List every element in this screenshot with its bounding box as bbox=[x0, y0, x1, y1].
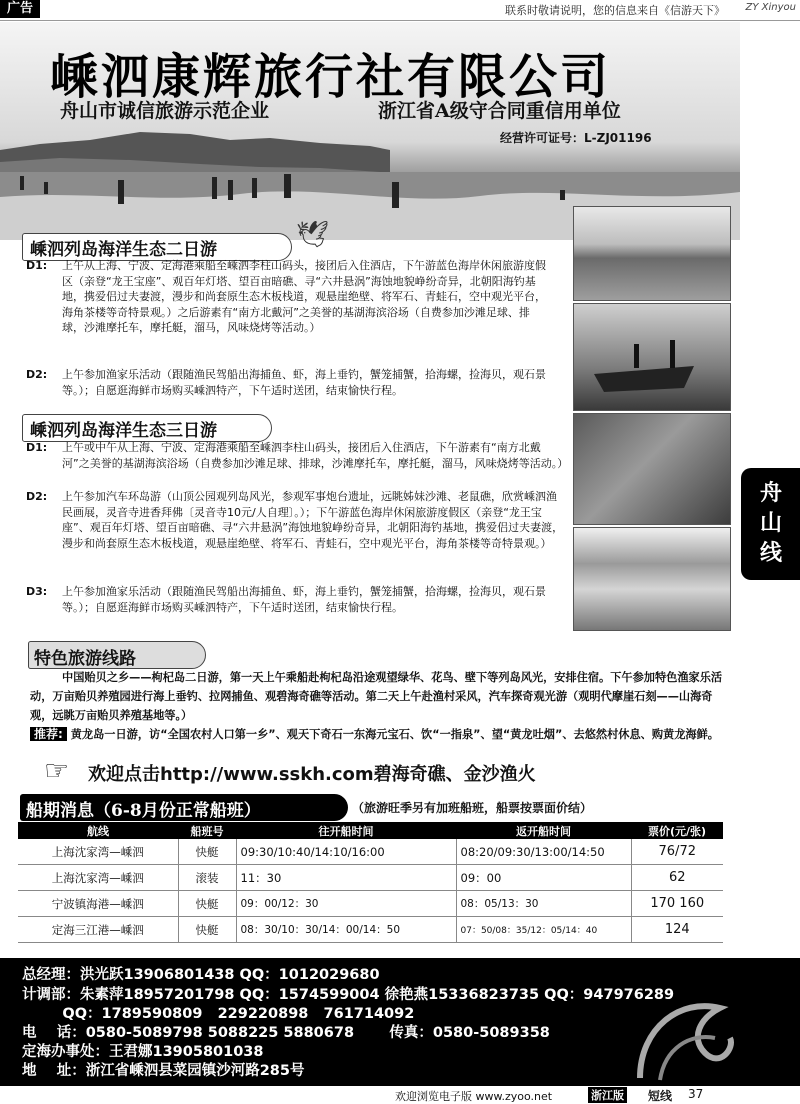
boat-type: 快艇 bbox=[178, 917, 236, 943]
feature-body bbox=[30, 668, 730, 725]
col-price: 票价(元/张) bbox=[631, 822, 723, 839]
day-label: D1: bbox=[26, 441, 48, 454]
contact-address: 地 址：浙江省嵊泗县菜园镇沙河路285号 bbox=[22, 1063, 305, 1079]
day-label: D2: bbox=[26, 368, 48, 381]
ferry-title: 船期消息（6-8月份正常船班） bbox=[26, 801, 261, 821]
recommend-tag: 推荐: bbox=[30, 727, 67, 741]
feature-title: 特色旅游线路 bbox=[34, 649, 136, 669]
recommend-line bbox=[30, 725, 730, 744]
contact-manager: 总经理：洪光跃13906801438 QQ：1012029680 bbox=[22, 967, 380, 983]
day-text: 上午参加汽车环岛游（山顶公园观列岛风光，参观军事炮台遗址，远眺姊妹沙滩、老鼠礁，欣赏嵊泗渔民画展，灵音寺进香拜佛〔灵音寺10元/人自理〕。）；下午游蓝色海岸休闲旅游度假区（亲登“龙王宝座”、观百年灯塔、望百亩暗礁、寻“六井悬涡”海蚀地貌峥纷奇异，北朝阳海钓基地，携爱侣过夫妻渡，漫步和尚套原生态木板栈道，观悬崖绝壁、将军石、青蛙石，空中观光平台，海角茶楼等奇特景观。） bbox=[62, 490, 564, 550]
day-label: D3: bbox=[26, 585, 48, 598]
price: 62 bbox=[631, 865, 723, 891]
price: 76/72 bbox=[631, 839, 723, 865]
day-label: D2: bbox=[26, 490, 48, 503]
contact-office: 定海办事处：王君娜13905801038 bbox=[22, 1044, 264, 1060]
col-outbound: 往开船时间 bbox=[236, 822, 456, 839]
return-times: 09：00 bbox=[456, 865, 631, 891]
return-times: 08：05/13：30 bbox=[456, 891, 631, 917]
slogan-right: 浙江省A级守合同重信用单位 bbox=[378, 100, 621, 122]
outbound-times: 11：30 bbox=[236, 865, 456, 891]
ferry-table bbox=[18, 822, 723, 943]
page-number: 37 bbox=[688, 1087, 704, 1101]
return-times: 08:20/09:30/13:00/14:50 bbox=[456, 839, 631, 865]
footer-province: 浙江版 bbox=[588, 1087, 627, 1103]
table-row bbox=[18, 891, 723, 917]
tour3-day1 bbox=[26, 440, 569, 488]
tour3-title: 嵊泗列岛海洋生态三日游 bbox=[30, 421, 217, 441]
photo-coast bbox=[573, 206, 731, 301]
boat-type: 快艇 bbox=[178, 891, 236, 917]
company-title: 嵊泗康辉旅行社有限公司 bbox=[50, 49, 612, 105]
source-note: 联系时敬请说明，您的信息来自《信游天下》 bbox=[505, 4, 725, 17]
table-header-row bbox=[18, 822, 723, 839]
ferry-note: （旅游旺季另有加班船班，船票按票面价结） bbox=[352, 801, 593, 815]
license-number: 经营许可证号：L-ZJ01196 bbox=[500, 131, 652, 145]
tour2-title: 嵊泗列岛海洋生态二日游 bbox=[30, 240, 217, 260]
day-text: 上午参加渔家乐活动（跟随渔民驾船出海捕鱼、虾，海上垂钓，蟹笼捕蟹，拾海螺，捡海贝，观石景等。）；自愿逛海鲜市场购买嵊泗特产，下午适时送团，结束愉快行程。 bbox=[62, 368, 546, 397]
outbound-times: 09:30/10:40/14:10/16:00 bbox=[236, 839, 456, 865]
route: 定海三江港—嵊泗 bbox=[18, 917, 178, 943]
side-tab-label: 舟山线 bbox=[759, 480, 782, 566]
route: 上海沈家湾—嵊泗 bbox=[18, 865, 178, 891]
col-return: 返开船时间 bbox=[456, 822, 631, 839]
outbound-times: 09：00/12：30 bbox=[236, 891, 456, 917]
feature-text: 中国贻贝之乡——枸杞岛二日游，第一天上午乘船赴枸杞岛沿途观望绿华、花鸟、壁下等列岛风光，安排住宿。下午参加特色渔家乐活动，万亩贻贝养殖园进行海上垂钓、拉网捕鱼、观碧海奇礁等活动。第二天上午赴渔村采风，汽车探奇观光游（观明代摩崖石刻——山海奇观，远眺万亩贻贝养殖基地等。） bbox=[30, 671, 723, 722]
contact-dispatch: 计调部：朱素萍18957201798 QQ：1574599004 徐艳燕15336823735 QQ：947976289 bbox=[22, 987, 675, 1003]
publication-logo: ZY Xinyou bbox=[745, 2, 796, 13]
day-text: 上午从上海、宁波、定海港乘船至嵊泗李柱山码头，接团后入住酒店，下午游蓝色海岸休闲旅游度假区（亲登“龙王宝座”、观百年灯塔、望百亩暗礁、寻“六井悬涡”海蚀地貌峥纷奇异，北朝阳海钓基地，携爱侣过夫妻渡，漫步和尚套原生态木板栈道，观悬崖绝壁、将军石、青蛙石，空中观光平台，海角茶楼等奇特景观。）之后游素有“南方北戴河”之美誉的基湖海滨浴场（自费参加沙滩足球、排球，沙滩摩托车，摩托艇，溜马，风味烧烤等活动。） bbox=[62, 259, 546, 334]
table-row bbox=[18, 839, 723, 865]
slogan-left: 舟山市诚信旅游示范企业 bbox=[60, 100, 270, 122]
table-row bbox=[18, 917, 723, 943]
price: 124 bbox=[631, 917, 723, 943]
photo-fishing-boat bbox=[573, 303, 731, 411]
price: 170 160 bbox=[631, 891, 723, 917]
col-boat: 船班号 bbox=[178, 822, 236, 839]
boat-type: 快艇 bbox=[178, 839, 236, 865]
outbound-times: 08：30/10：30/14：00/14：50 bbox=[236, 917, 456, 943]
col-route: 航线 bbox=[18, 822, 178, 839]
website-link[interactable]: 欢迎点击http://www.sskh.com碧海奇礁、金沙渔火 bbox=[88, 764, 536, 785]
contact-qq: QQ：1789590809 229220898 761714092 bbox=[22, 1006, 415, 1022]
photo-bay-view bbox=[573, 527, 731, 631]
day-text: 上午或中午从上海、宁波、定海港乘船至嵊泗李柱山码头，接团后入住酒店，下午游素有“南方北戴河”之美誉的基湖海滨浴场（自费参加沙滩足球、排球，沙滩摩托车，摩托艇，溜马，风味烧烤等活动。） bbox=[62, 441, 569, 470]
footer-site[interactable]: 欢迎浏览电子版 www.zyoo.net bbox=[395, 1090, 553, 1103]
tour3-day3 bbox=[26, 584, 566, 632]
table-row bbox=[18, 865, 723, 891]
pointing-hand-icon: ☞ bbox=[44, 754, 70, 787]
return-times: 07：50/08：35/12：05/14：40 bbox=[456, 917, 631, 943]
tour2-day2 bbox=[26, 367, 546, 415]
boat-type: 滚装 bbox=[178, 865, 236, 891]
tour2-day1 bbox=[26, 258, 546, 368]
route: 上海沈家湾—嵊泗 bbox=[18, 839, 178, 865]
route: 宁波镇海港—嵊泗 bbox=[18, 891, 178, 917]
dove-icon: 🕊 bbox=[296, 220, 330, 250]
day-label: D1: bbox=[26, 259, 48, 272]
footer-section: 短线 bbox=[648, 1089, 673, 1103]
contact-phone: 电 话：0580-5089798 5088225 5880678 传真：0580-5089358 bbox=[22, 1025, 550, 1041]
day-text: 上午参加渔家乐活动（跟随渔民驾船出海捕鱼、虾，海上垂钓，蟹笼捕蟹，拾海螺，捡海贝，观石景等。）；自愿逛海鲜市场购买嵊泗特产，下午适时送团，结束愉快行程。 bbox=[62, 585, 546, 614]
ad-tag: 广告 bbox=[0, 0, 40, 18]
recommend-text: 黄龙岛一日游，访“全国农村人口第一乡”、观天下奇石一东海元宝石、饮“一指泉”、望“黄龙吐烟”、去悠然村休息、购黄龙海鲜。 bbox=[70, 728, 719, 741]
photo-carved-rock bbox=[573, 413, 731, 525]
tour3-day2 bbox=[26, 489, 566, 585]
